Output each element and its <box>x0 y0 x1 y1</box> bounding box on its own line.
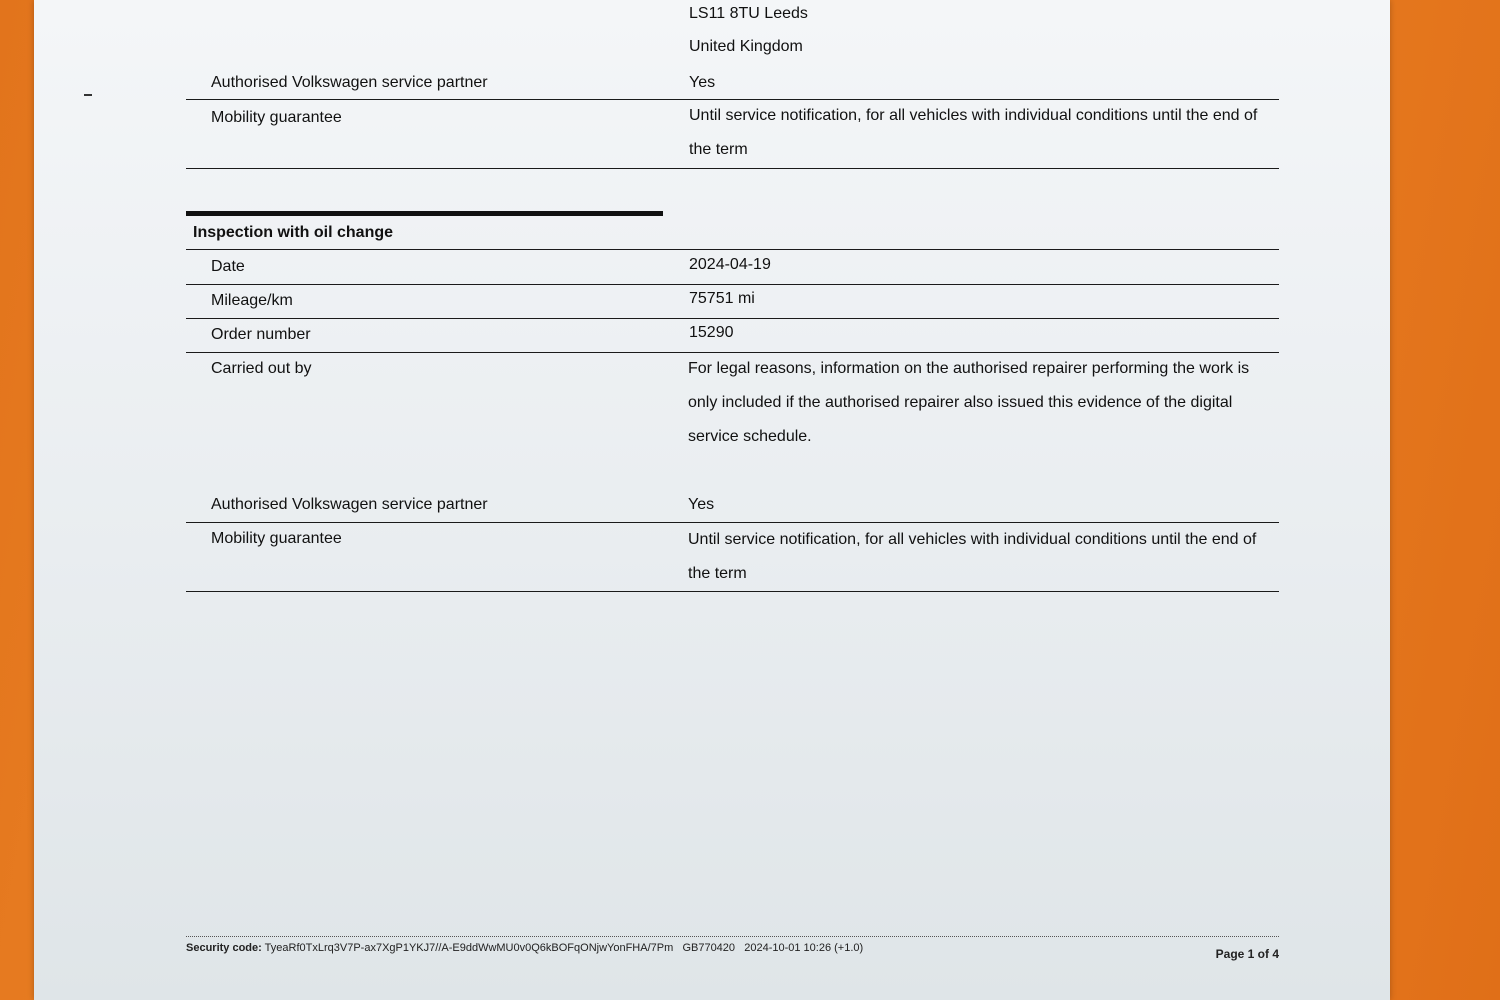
order-label: Order number <box>211 326 311 343</box>
pen-mark <box>84 94 92 96</box>
partner-value: Yes <box>688 496 715 513</box>
partner-label: Authorised Volkswagen service partner <box>211 496 488 513</box>
carried-out-value: For legal reasons, information on the authorised repairer performing the work is only included if the authorised repairer also issued this evidence of the digital service schedule. <box>688 360 1250 445</box>
order-value: 15290 <box>689 324 734 341</box>
address-line-1: LS11 8TU Leeds <box>689 5 808 22</box>
mobility-label-top: Mobility guarantee <box>211 109 342 126</box>
address-line-2: United Kingdom <box>689 38 803 55</box>
partner-label-top: Authorised Volkswagen service partner <box>211 74 488 91</box>
date-label: Date <box>211 258 245 275</box>
security-code-label: Security code: <box>186 942 262 954</box>
mobility-value: Until service notification, for all vehicles with individual conditions until the end of the term <box>688 531 1257 582</box>
divider <box>186 591 1279 592</box>
timestamp: 2024-10-01 10:26 (+1.0) <box>744 942 864 954</box>
reference-code: GB770420 <box>682 942 736 954</box>
divider <box>186 168 1279 169</box>
mobility-label: Mobility guarantee <box>211 530 342 547</box>
section-title: Inspection with oil change <box>193 224 394 241</box>
footer-rule <box>186 936 1279 937</box>
security-code: TyeaRf0TxLrq3V7P-ax7XgP1YKJ7//A-E9ddWwMU0v0Q6kBOFqONjwYonFHA/7Pm <box>264 942 674 954</box>
page-number: Page 1 of 4 <box>1215 947 1279 961</box>
mileage-value: 75751 mi <box>689 290 755 307</box>
mileage-label: Mileage/km <box>211 292 293 309</box>
footer-line <box>186 940 863 956</box>
mobility-value-top: Until service notification, for all vehicles with individual conditions until the end of the term <box>689 107 1258 158</box>
section-rule <box>186 211 663 216</box>
partner-value-top: Yes <box>689 74 716 91</box>
date-value: 2024-04-19 <box>689 256 771 273</box>
carried-out-label: Carried out by <box>211 360 312 377</box>
